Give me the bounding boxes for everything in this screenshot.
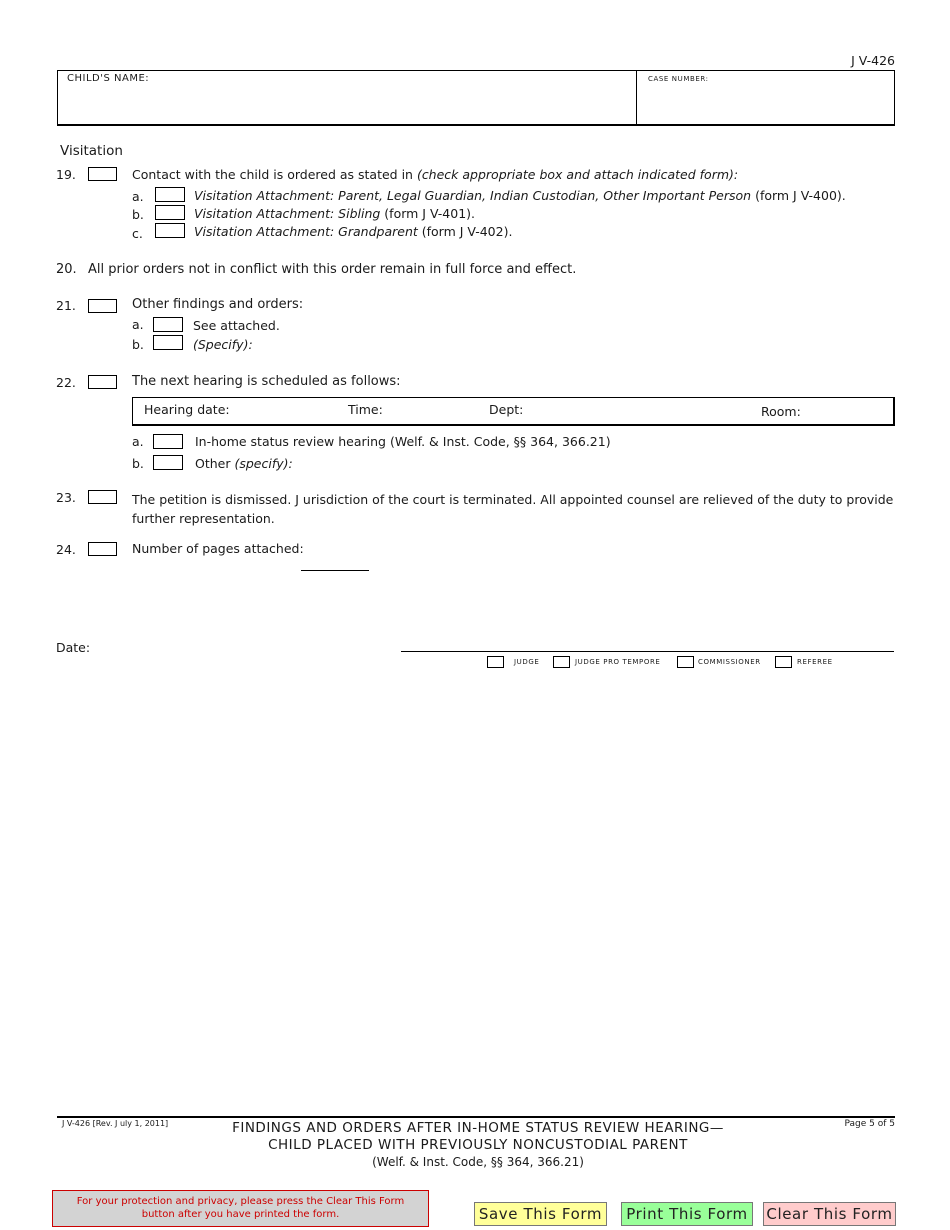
item-21b-checkbox[interactable] xyxy=(153,335,183,350)
item-21a-letter: a. xyxy=(132,317,144,332)
pages-attached-field[interactable] xyxy=(301,554,369,571)
item-22b-checkbox[interactable] xyxy=(153,455,183,470)
item-19b-letter: b. xyxy=(132,207,144,222)
item-22-number: 22. xyxy=(56,375,76,390)
referee-label: REFEREE xyxy=(797,658,833,666)
item-19c-checkbox[interactable] xyxy=(155,223,185,238)
date-field[interactable] xyxy=(94,634,384,652)
privacy-notice-line2: button after you have printed the form. xyxy=(141,1209,340,1220)
case-number-field[interactable] xyxy=(644,87,888,121)
item-19c-letter: c. xyxy=(132,226,143,241)
item-19a-italic: Visitation Attachment: Parent, Legal Guardian, Indian Custodian, Other Important Person xyxy=(194,188,752,203)
dept-field[interactable] xyxy=(525,401,755,421)
item-24-number: 24. xyxy=(56,542,76,557)
judge-checkbox[interactable] xyxy=(487,656,504,668)
item-22a-checkbox[interactable] xyxy=(153,434,183,449)
item-19b-text xyxy=(194,206,475,221)
item-19b-plain: (form J V-401). xyxy=(380,206,475,221)
hearing-date-label: Hearing date: xyxy=(144,402,230,417)
print-form-button[interactable]: Print This Form xyxy=(621,1202,753,1226)
item-23-number: 23. xyxy=(56,490,76,505)
privacy-notice-line1: For your protection and privacy, please press the Clear This Form xyxy=(76,1196,405,1207)
item-21a-checkbox[interactable] xyxy=(153,317,183,332)
save-form-button[interactable]: Save This Form xyxy=(474,1202,607,1226)
caption-box xyxy=(57,70,895,126)
hearing-box xyxy=(132,397,895,426)
item-19a-checkbox[interactable] xyxy=(155,187,185,202)
hearing-date-field[interactable] xyxy=(229,401,339,421)
child-name-label: CHILD'S NAME: xyxy=(67,73,150,84)
item-23-checkbox[interactable] xyxy=(88,490,117,504)
time-field[interactable] xyxy=(387,401,482,421)
child-name-field[interactable] xyxy=(64,87,630,121)
item-22a-letter: a. xyxy=(132,434,144,449)
time-label: Time: xyxy=(348,402,383,417)
item-23-line2: further representation. xyxy=(132,511,275,526)
dept-label: Dept: xyxy=(489,402,524,417)
clear-form-button[interactable]: Clear This Form xyxy=(763,1202,896,1226)
item-19c-italic: Visitation Attachment: Grandparent xyxy=(194,224,418,239)
footer-title-line1: FINDINGS AND ORDERS AFTER IN-HOME STATUS REVIEW HEARING— xyxy=(232,1120,724,1136)
item-22b-italic: (specify): xyxy=(234,456,293,471)
item-19c-text xyxy=(194,224,512,239)
item-21b-text: (Specify): xyxy=(193,337,253,352)
item-19-text-italic: (check appropriate box and attach indicated form): xyxy=(416,167,739,182)
footer-rule xyxy=(57,1116,895,1118)
item-19a-letter: a. xyxy=(132,189,144,204)
item-22-text: The next hearing is scheduled as follows: xyxy=(132,374,401,389)
privacy-notice xyxy=(52,1190,429,1227)
item-24-text: Number of pages attached: xyxy=(132,541,304,556)
date-label: Date: xyxy=(56,640,91,655)
case-number-label: CASE NUMBER: xyxy=(648,75,709,83)
judge-pro-tempore-checkbox[interactable] xyxy=(553,656,570,668)
item-21a-text: See attached. xyxy=(193,318,280,333)
item-20-text: All prior orders not in conflict with this order remain in full force and effect. xyxy=(88,262,577,277)
item-21-checkbox[interactable] xyxy=(88,299,117,313)
item-24-checkbox[interactable] xyxy=(88,542,117,556)
item-20-number: 20. xyxy=(56,262,77,277)
item-22b-text xyxy=(195,456,293,471)
referee-checkbox[interactable] xyxy=(775,656,792,668)
item-22-checkbox[interactable] xyxy=(88,375,117,389)
item-19-text xyxy=(132,167,738,182)
item-19a-text xyxy=(194,188,846,203)
footer-title-line2: CHILD PLACED WITH PREVIOUSLY NONCUSTODIAL PARENT xyxy=(268,1137,688,1153)
item-19-text-plain: Contact with the child is ordered as stated in xyxy=(132,167,417,182)
footer-rev: J V-426 [Rev. J uly 1, 2011] xyxy=(62,1119,169,1128)
item-19-number: 19. xyxy=(56,167,76,182)
item-19b-checkbox[interactable] xyxy=(155,205,185,220)
item-22b-plain: Other xyxy=(195,456,235,471)
signature-line xyxy=(401,651,894,652)
commissioner-label: COMMISSIONER xyxy=(698,658,761,666)
form-id: J V-426 xyxy=(851,53,895,68)
section-title: Visitation xyxy=(60,143,123,159)
item-19b-italic: Visitation Attachment: Sibling xyxy=(194,206,381,221)
commissioner-checkbox[interactable] xyxy=(677,656,694,668)
item-19a-plain: (form J V-400). xyxy=(751,188,846,203)
item-19c-plain: (form J V-402). xyxy=(417,224,513,239)
room-label: Room: xyxy=(761,404,801,419)
room-field[interactable] xyxy=(805,401,885,421)
item-22b-letter: b. xyxy=(132,456,144,471)
footer-citation: (Welf. & Inst. Code, §§ 364, 366.21) xyxy=(372,1155,584,1169)
item-21-text: Other findings and orders: xyxy=(132,297,304,312)
caption-divider xyxy=(636,71,637,125)
judge-pro-tempore-label: JUDGE PRO TEMPORE xyxy=(575,658,661,666)
judge-label: JUDGE xyxy=(514,658,540,666)
item-21b-letter: b. xyxy=(132,337,144,352)
item-21-number: 21. xyxy=(56,298,76,313)
item-23-line1: The petition is dismissed. J urisdiction of the court is terminated. All appointed counsel are relieved of the duty to provide xyxy=(132,492,894,507)
item-19-checkbox[interactable] xyxy=(88,167,117,181)
item-22a-text: In-home status review hearing (Welf. & Inst. Code, §§ 364, 366.21) xyxy=(195,434,611,449)
footer-page: Page 5 of 5 xyxy=(844,1119,895,1129)
